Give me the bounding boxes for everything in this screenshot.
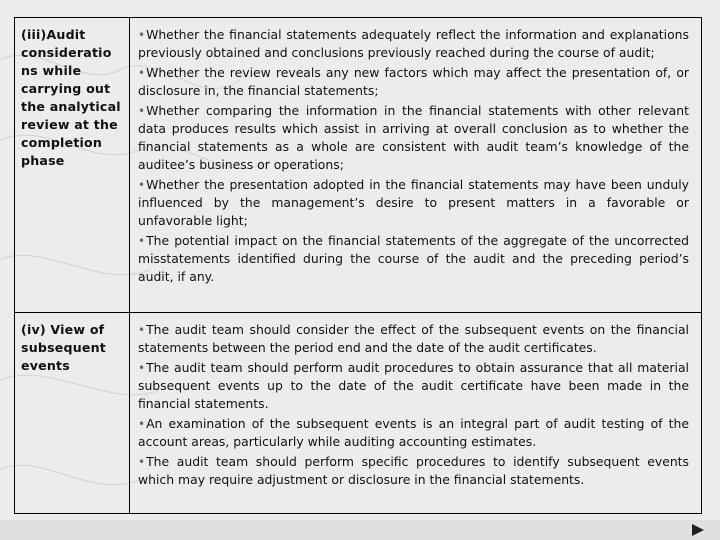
bullet-icon: • — [138, 417, 146, 431]
table-row — [15, 313, 701, 513]
row-content — [130, 18, 701, 312]
bullet-icon: • — [138, 28, 146, 42]
list-item: •The potential impact on the financial statements of the aggregate of the uncorrected misstatements identified during the course of the audit and the preceding period’s audit, if any. — [138, 233, 689, 284]
list-item: •The audit team should perform audit procedures to obtain assurance that all material subsequent events up to the date of the audit certificate have been made in the financial statements. — [138, 360, 689, 411]
list-item: •Whether the financial statements adequately reflect the information and explanations previously obtained and conclusions previously reached during the course of audit; — [138, 27, 689, 60]
row-heading: (iii)Audit consideratio ns while carrying out the analytical review at the completion phase — [15, 18, 130, 312]
list-item: •An examination of the subsequent events is an integral part of audit testing of the account areas, particularly while auditing accounting estimates. — [138, 416, 689, 449]
bullet-icon: • — [138, 234, 146, 248]
list-item: •Whether the review reveals any new factors which may affect the presentation of, or disclosure in, the financial statements; — [138, 65, 689, 98]
bullet-icon: • — [138, 361, 146, 375]
content-table — [14, 17, 702, 514]
list-item: •Whether comparing the information in the financial statements with other relevant data produces results which assist in arriving at overall conclusion as to whether the financial statements as a whole are consistent with audit team’s knowledge of the auditee’s business or operations; — [138, 103, 689, 172]
bullet-icon: • — [138, 455, 146, 469]
list-item: •Whether the presentation adopted in the financial statements may have been unduly influenced by the management’s desire to present matters in a favorable or unfavorable light; — [138, 177, 689, 228]
bullet-icon: • — [138, 323, 146, 337]
row-content — [130, 313, 701, 513]
list-item: •The audit team should consider the effect of the subsequent events on the financial statements between the period end and the date of the audit certificates. — [138, 322, 689, 355]
bullet-icon: • — [138, 178, 146, 192]
table-row — [15, 18, 701, 313]
bullet-icon: • — [138, 104, 146, 118]
list-item: •The audit team should perform specific procedures to identify subsequent events which may require adjustment or disclosure in the financial statements. — [138, 454, 689, 487]
bullet-icon: • — [138, 66, 146, 80]
row-heading: (iv) View of subsequent events — [15, 313, 130, 513]
